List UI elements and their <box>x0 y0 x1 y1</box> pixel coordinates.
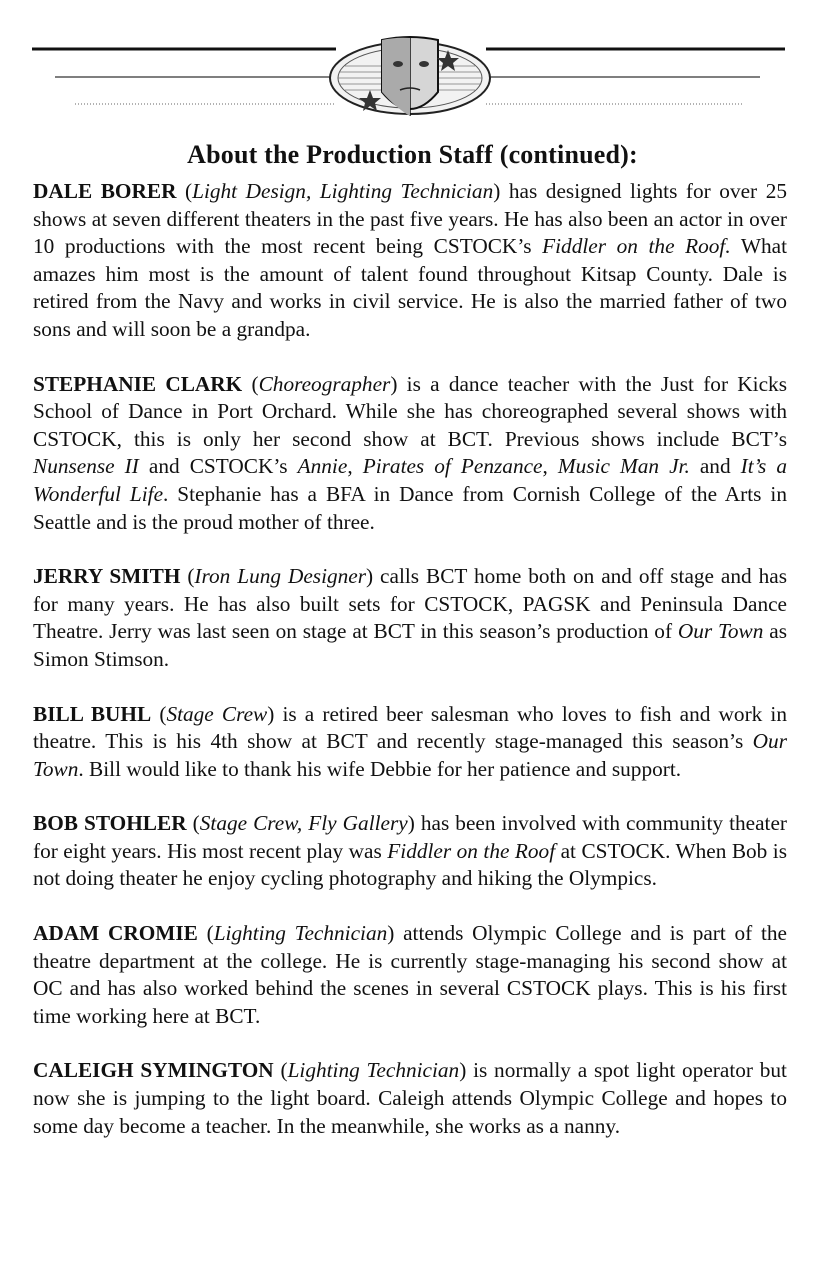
bio-text: is a retired beer salesman who loves to fish and work in theatre. This is his 4th show at BCT and recently stage-managed this season’s <box>33 701 787 754</box>
staff-name: CALEIGH SYMINGTON <box>33 1058 274 1083</box>
bio-text: . Stephanie has a BFA in Dance from Cornish College of the Arts in Seattle and is the proud mother of three. <box>33 481 787 534</box>
bio-text: attends Olympic College and is part of the theatre department at the college. He is currently stage-managing his second show at OC and has also worked behind the scenes in several CSTOCK plays. This is his first time working here at BCT. <box>33 921 787 1028</box>
bio-text: and CSTOCK’s <box>138 454 298 479</box>
staff-name: BOB STOHLER <box>33 811 187 836</box>
staff-role: Stage Crew <box>166 701 268 726</box>
production-title: It’s a Wonderful Life <box>33 454 788 506</box>
staff-role: Lighting Technician <box>213 921 388 946</box>
production-title: Fiddler on the Roof <box>387 838 556 863</box>
production-title: Fiddler on the Roof. <box>542 234 731 259</box>
staff-role: Light Design, Lighting Technician <box>192 179 494 203</box>
header-ornament <box>0 30 825 130</box>
bio-text: , <box>542 454 558 479</box>
production-title: Our Town <box>33 729 787 781</box>
bio-text: , <box>347 454 363 479</box>
bio-text: and <box>689 454 741 479</box>
staff-name: ADAM CROMIE <box>33 921 198 946</box>
bio-text: is normally a spot light operator but now she is jumping to the light board. Caleigh attends Olympic College and hopes to some day become a teacher. In the meanwhile, she works as a nanny. <box>33 1058 787 1138</box>
staff-role: Choreographer <box>258 371 391 396</box>
staff-bio: BOB STOHLER (Stage Crew, Fly Gallery) has been involved with community theater for eight years. His most recent play was Fiddler on the Roof at CSTOCK. When Bob is not doing theater he enjoy cycling photography and hiking the Olympics. <box>33 811 788 891</box>
bio-list <box>33 178 787 1167</box>
page-title: About the Production Staff (continued): <box>187 140 638 169</box>
bio-text: What amazes him most is the amount of talent found throughout Kitsap County. Dale is retired from the Navy and works in civil service. He is also the married father of two sons and will soon be a grandpa. <box>33 234 788 341</box>
staff-name: BILL BUHL <box>33 701 152 726</box>
bio-text: is a dance teacher with the Just for Kicks School of Dance in Port Orchard. While she has choreographed several shows with CSTOCK, this is only her second show at BCT. Previous shows include BCT’s <box>33 371 787 451</box>
staff-bio: BILL BUHL (Stage Crew) is a retired beer salesman who loves to fish and work in theatre. This is his 4th show at BCT and recently stage-managed this season’s Our Town. Bill would like to thank his wife Debbie for her patience and support. <box>33 701 787 781</box>
staff-bio: DALE BORER (Light Design, Lighting Technician) has designed lights for over 25 shows at seven different theaters in the past five years. He has also been an actor in over 10 productions with the most recent being CSTOCK’s Fiddler on the Roof. What amazes him most is the amount of talent found throughout Kitsap County. Dale is retired from the Navy and works in civil service. He is also the married father of two sons and will soon be a grandpa. <box>33 179 788 341</box>
production-title: Pirates of Penzance <box>362 454 543 479</box>
staff-name: JERRY SMITH <box>33 564 181 589</box>
drama-mask-emblem-icon <box>330 37 490 116</box>
production-title: Music Man Jr. <box>557 454 690 479</box>
staff-name: STEPHANIE CLARK <box>33 371 243 396</box>
staff-bio: ADAM CROMIE (Lighting Technician) attends Olympic College and is part of the theatre department at the college. He is currently stage-managing his second show at OC and has also worked behind the scenes in several CSTOCK plays. This is his first time working here at BCT. <box>33 921 787 1028</box>
bio-text: as Simon Stimson. <box>33 619 787 671</box>
staff-name: DALE BORER <box>33 179 177 203</box>
bio-text: . Bill would like to thank his wife Debbie for her patience and support. <box>78 756 682 781</box>
staff-bio: STEPHANIE CLARK (Choreographer) is a dance teacher with the Just for Kicks School of Dance in Port Orchard. While she has choreographed several shows with CSTOCK, this is only her second show at BCT. Previous shows include BCT’s Nunsense II and CSTOCK’s Annie, Pirates of Penzance, Music Man Jr. and It’s a Wonderful Life. Stephanie has a BFA in Dance from Cornish College of the Arts in Seattle and is the proud mother of three. <box>33 371 788 534</box>
production-title: Annie <box>297 454 348 479</box>
bio-text: at CSTOCK. When Bob is not doing theater he enjoy cycling photography and hiking the Olympics. <box>33 838 787 891</box>
production-title: Our Town <box>677 619 764 644</box>
staff-role: Lighting Technician <box>287 1058 460 1083</box>
staff-bio: CALEIGH SYMINGTON (Lighting Technician) is normally a spot light operator but now she is jumping to the light board. Caleigh attends Olympic College and hopes to some day become a teacher. In the meanwhile, she works as a nanny. <box>33 1058 787 1138</box>
production-title: Nunsense II <box>33 454 139 479</box>
staff-bio: JERRY SMITH (Iron Lung Designer) calls BCT home both on and off stage and has for many years. He has also built sets for CSTOCK, PAGSK and Peninsula Dance Theatre. Jerry was last seen on stage at BCT in this season’s production of Our Town as Simon Stimson. <box>33 564 788 671</box>
bio-text: has designed lights for over 25 shows at seven different theaters in the past five years. He has also been an actor in over 10 productions with the most recent being CSTOCK’s <box>33 179 787 259</box>
staff-role: Iron Lung Designer <box>194 564 367 589</box>
bio-text: calls BCT home both on and off stage and has for many years. He has also built sets for CSTOCK, PAGSK and Peninsula Dance Theatre. Jerry was last seen on stage at BCT in this season’s production of <box>33 564 788 644</box>
bio-text: has been involved with community theater for eight years. His most recent play was <box>33 811 788 863</box>
staff-role: Stage Crew, Fly Gallery <box>199 811 408 836</box>
